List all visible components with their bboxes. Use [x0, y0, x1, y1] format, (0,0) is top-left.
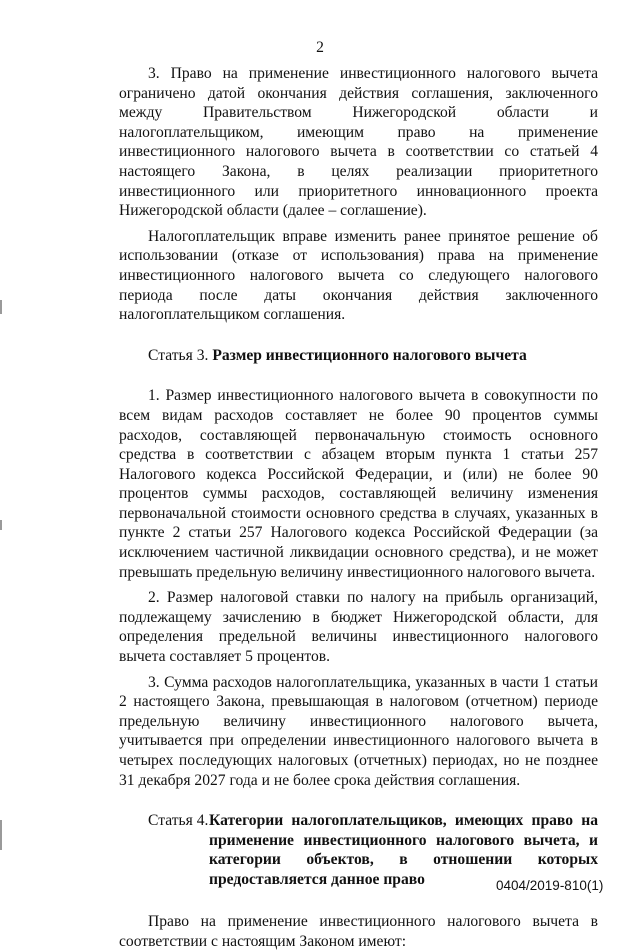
- article-3-title: Размер инвестиционного налогового вычета: [212, 346, 527, 364]
- document-body: [119, 64, 598, 951]
- article-4-title: Категории налогоплательщиков, имеющих право на применение инвестиционного налогового вычета, и категории объектов, в отношении которых предоставляется данное право: [209, 812, 598, 888]
- paragraph: 3. Право на применение инвестиционного налогового вычета ограничено датой окончания действия соглашения, заключенного между Правительством Нижегородской области и налогоплательщиком, имеющим право на применение инвестиционного налогового вычета в соответствии со статьей 4 настоящего Закона, в целях реализации приоритетного инвестиционного или приоритетного инновационного проекта Нижегородской области (далее – соглашение).: [119, 65, 598, 220]
- page-number: 2: [316, 39, 324, 56]
- paragraph: Налогоплательщик вправе изменить ранее принятое решение об использовании (отказе от использования) права на применение инвестиционного налогового вычета со следующего налогового периода после даты окончания действия заключенного налогоплательщиком соглашения.: [119, 227, 598, 324]
- article-3-number: Статья 3.: [148, 346, 209, 364]
- paragraph: 1. Размер инвестиционного налогового вычета в совокупности по всем видам расходов составляет не более 90 процентов суммы расходов, составляющей первоначальную стоимость основного средства в соответствии с абзацем вторым пункта 1 статьи 257 Налогового кодекса Российской Федерации, и (или) не более 90 процентов суммы расходов, составляющей величину изменения первоначальной стоимости основного средства в случаях, указанных в пункте 2 статьи 257 Налогового кодекса Российской Федерации (за исключением частичной ликвидации основного средства), и не может превышать предельную величину инвестиционного налогового вычета.: [119, 387, 598, 581]
- scan-edge-mark: [0, 520, 2, 530]
- paragraph: 3. Сумма расходов налогоплательщика, указанных в части 1 статьи 2 настоящего Закона, превышающая в налоговом (отчетном) периоде предельную величину инвестиционного налогового вычета, учитывается при определении инвестиционного налогового вычета в четырех последующих налоговых (отчетных) периодах, но не позднее 31 декабря 2027 года и не более срока действия соглашения.: [119, 673, 598, 789]
- article-3-heading: [119, 346, 598, 366]
- paragraph: 2. Размер налоговой ставки по налогу на прибыль организаций, подлежащему зачислению в бюджет Нижегородской области, для определения предельной величины инвестиционного налогового вычета составляет 5 процентов.: [119, 589, 598, 666]
- article-4-number: Статья 4.: [148, 812, 209, 830]
- scan-edge-mark: [0, 300, 2, 314]
- scan-edge-mark: [0, 820, 2, 850]
- paragraph: Право на применение инвестиционного налогового вычета в соответствии с настоящим Законом имеют:: [119, 913, 598, 950]
- document-code: 0404/2019-810(1): [496, 878, 604, 893]
